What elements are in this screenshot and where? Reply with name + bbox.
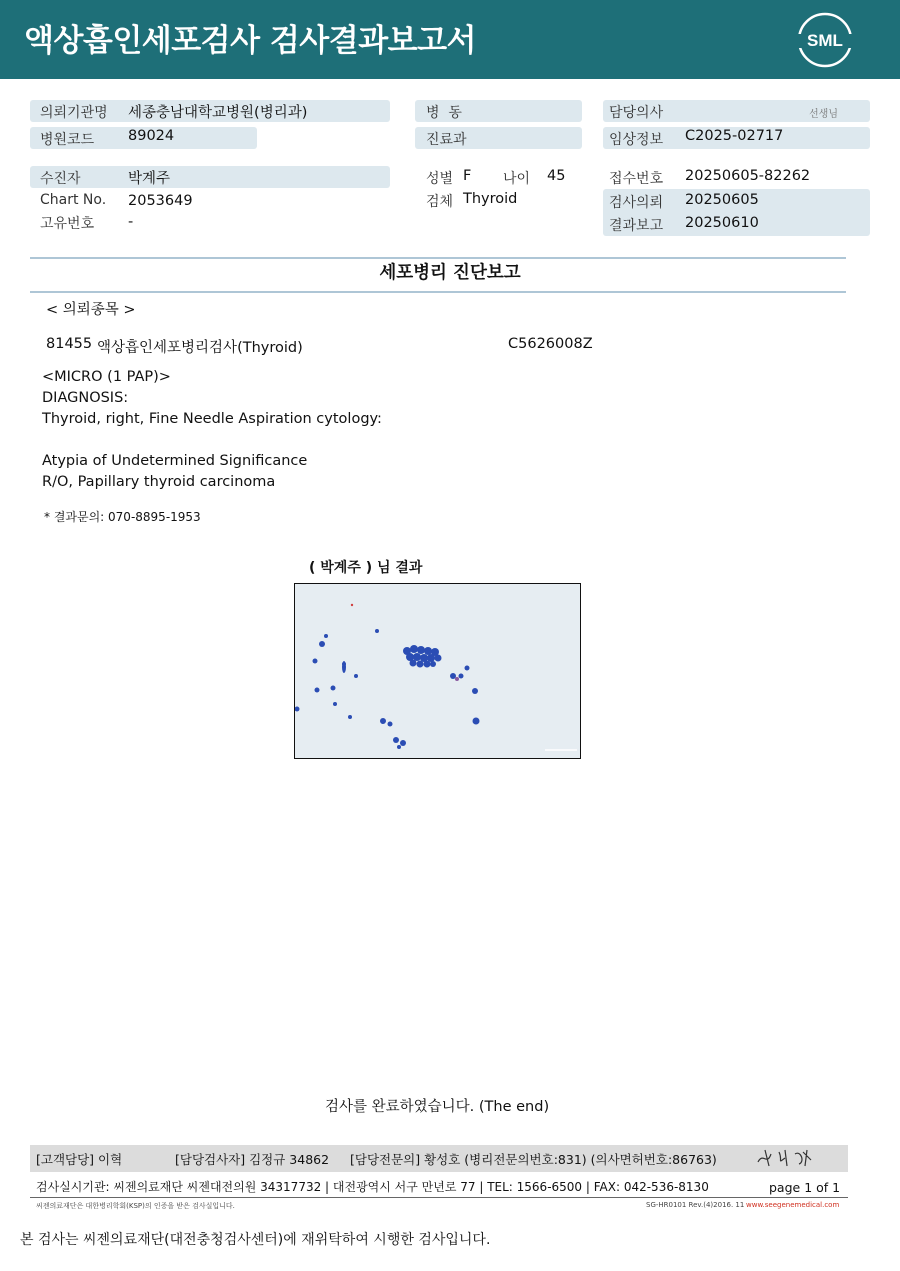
chart-label: Chart No.	[40, 192, 107, 208]
end-text: 검사를 완료하였습니다. (The end)	[325, 1099, 550, 1115]
cytology-image	[294, 583, 581, 759]
request-value: 20250605	[685, 192, 759, 208]
section-rule-bottom	[30, 291, 846, 293]
specialist: [담당전문의] 황성호 (병리전문의번호:831) (의사면허번호:86763)	[350, 1152, 717, 1167]
unique-value: -	[128, 214, 134, 230]
doctor-suffix: 선생님	[809, 109, 838, 120]
image-caption: ( 박계주 ) 님 결과	[309, 560, 423, 576]
age-value: 45	[547, 168, 566, 184]
diagnosis-line: R/O, Papillary thyroid carcinoma	[42, 474, 276, 490]
receipt-value: 20250605-82262	[685, 168, 811, 184]
cert-note: 씨젠의료재단은 대한병리학회(KSP)의 인증을 받은 검사실입니다.	[36, 1202, 235, 1210]
age-label: 나이	[503, 171, 531, 187]
hospital-code-label: 병원코드	[40, 132, 95, 148]
diagnosis-line: Atypia of Undetermined Significance	[42, 453, 308, 469]
website-link[interactable]: www.seegenemedical.com	[746, 1201, 840, 1209]
chart-value: 2053649	[128, 193, 193, 209]
patient-row	[30, 166, 390, 188]
doctor-label: 담당의사	[609, 105, 664, 121]
report-title: 액상흡인세포검사 검사결과보고서	[24, 23, 476, 59]
customer-contact: [고객담당] 이혁	[36, 1152, 123, 1167]
sex-value: F	[463, 168, 472, 184]
specimen-label: 검체	[426, 194, 454, 210]
item-name: 액상흡인세포병리검사(Thyroid)	[97, 340, 303, 356]
technician: [담당검사자] 김정규 34862	[175, 1152, 330, 1167]
patient-label: 수진자	[40, 171, 81, 187]
contact-note: * 결과문의: 070-8895-1953	[44, 510, 201, 524]
dept-label: 진료과	[426, 132, 467, 148]
specimen-value: Thyroid	[463, 191, 518, 207]
logo-text: SML	[807, 31, 843, 50]
footer-rule	[30, 1197, 848, 1198]
ward-label: 병 동	[426, 105, 462, 121]
sml-logo	[797, 12, 853, 68]
request-label: 검사의뢰	[609, 195, 664, 211]
institution-line: 검사실시기관: 씨젠의료재단 씨젠대전의원 34317732 | 대전광역시 서구 만년로 77 | TEL: 1566-6500 | FAX: 042-536-8130	[36, 1180, 709, 1194]
cytology-micrograph	[295, 584, 580, 758]
report-date-label: 결과보고	[609, 218, 664, 234]
patient-value: 박계주	[128, 171, 171, 187]
institution-label: 의뢰기관명	[40, 105, 108, 121]
diagnosis-line: DIAGNOSIS:	[42, 390, 129, 406]
request-items-label: < 의뢰종목 >	[46, 302, 136, 318]
form-code: SG-HR0101 Rev.(4)2016. 11	[646, 1201, 745, 1209]
clinical-label: 임상정보	[609, 132, 664, 148]
report-date-value: 20250610	[685, 215, 759, 231]
unique-label: 고유번호	[40, 216, 95, 232]
institution-value: 세종충남대학교병원(병리과)	[128, 105, 308, 121]
receipt-label: 접수번호	[609, 171, 664, 187]
item-ref: C5626008Z	[508, 336, 593, 352]
item-code: 81455	[46, 336, 93, 352]
page-number: page 1 of 1	[769, 1180, 841, 1195]
report-header	[0, 0, 900, 79]
hospital-code-value: 89024	[128, 128, 175, 144]
diagnosis-line: <MICRO (1 PAP)>	[42, 369, 171, 385]
section-title: 세포병리 진단보고	[379, 263, 521, 283]
diagnosis-line: Thyroid, right, Fine Needle Aspiration cytology:	[42, 411, 382, 427]
clinical-value: C2025-02717	[685, 128, 784, 144]
bottom-note: 본 검사는 씨젠의료재단(대전충청검사센터)에 재위탁하여 시행한 검사입니다.	[20, 1232, 491, 1248]
sex-label: 성별	[426, 171, 454, 187]
signature-mark	[755, 1146, 817, 1170]
